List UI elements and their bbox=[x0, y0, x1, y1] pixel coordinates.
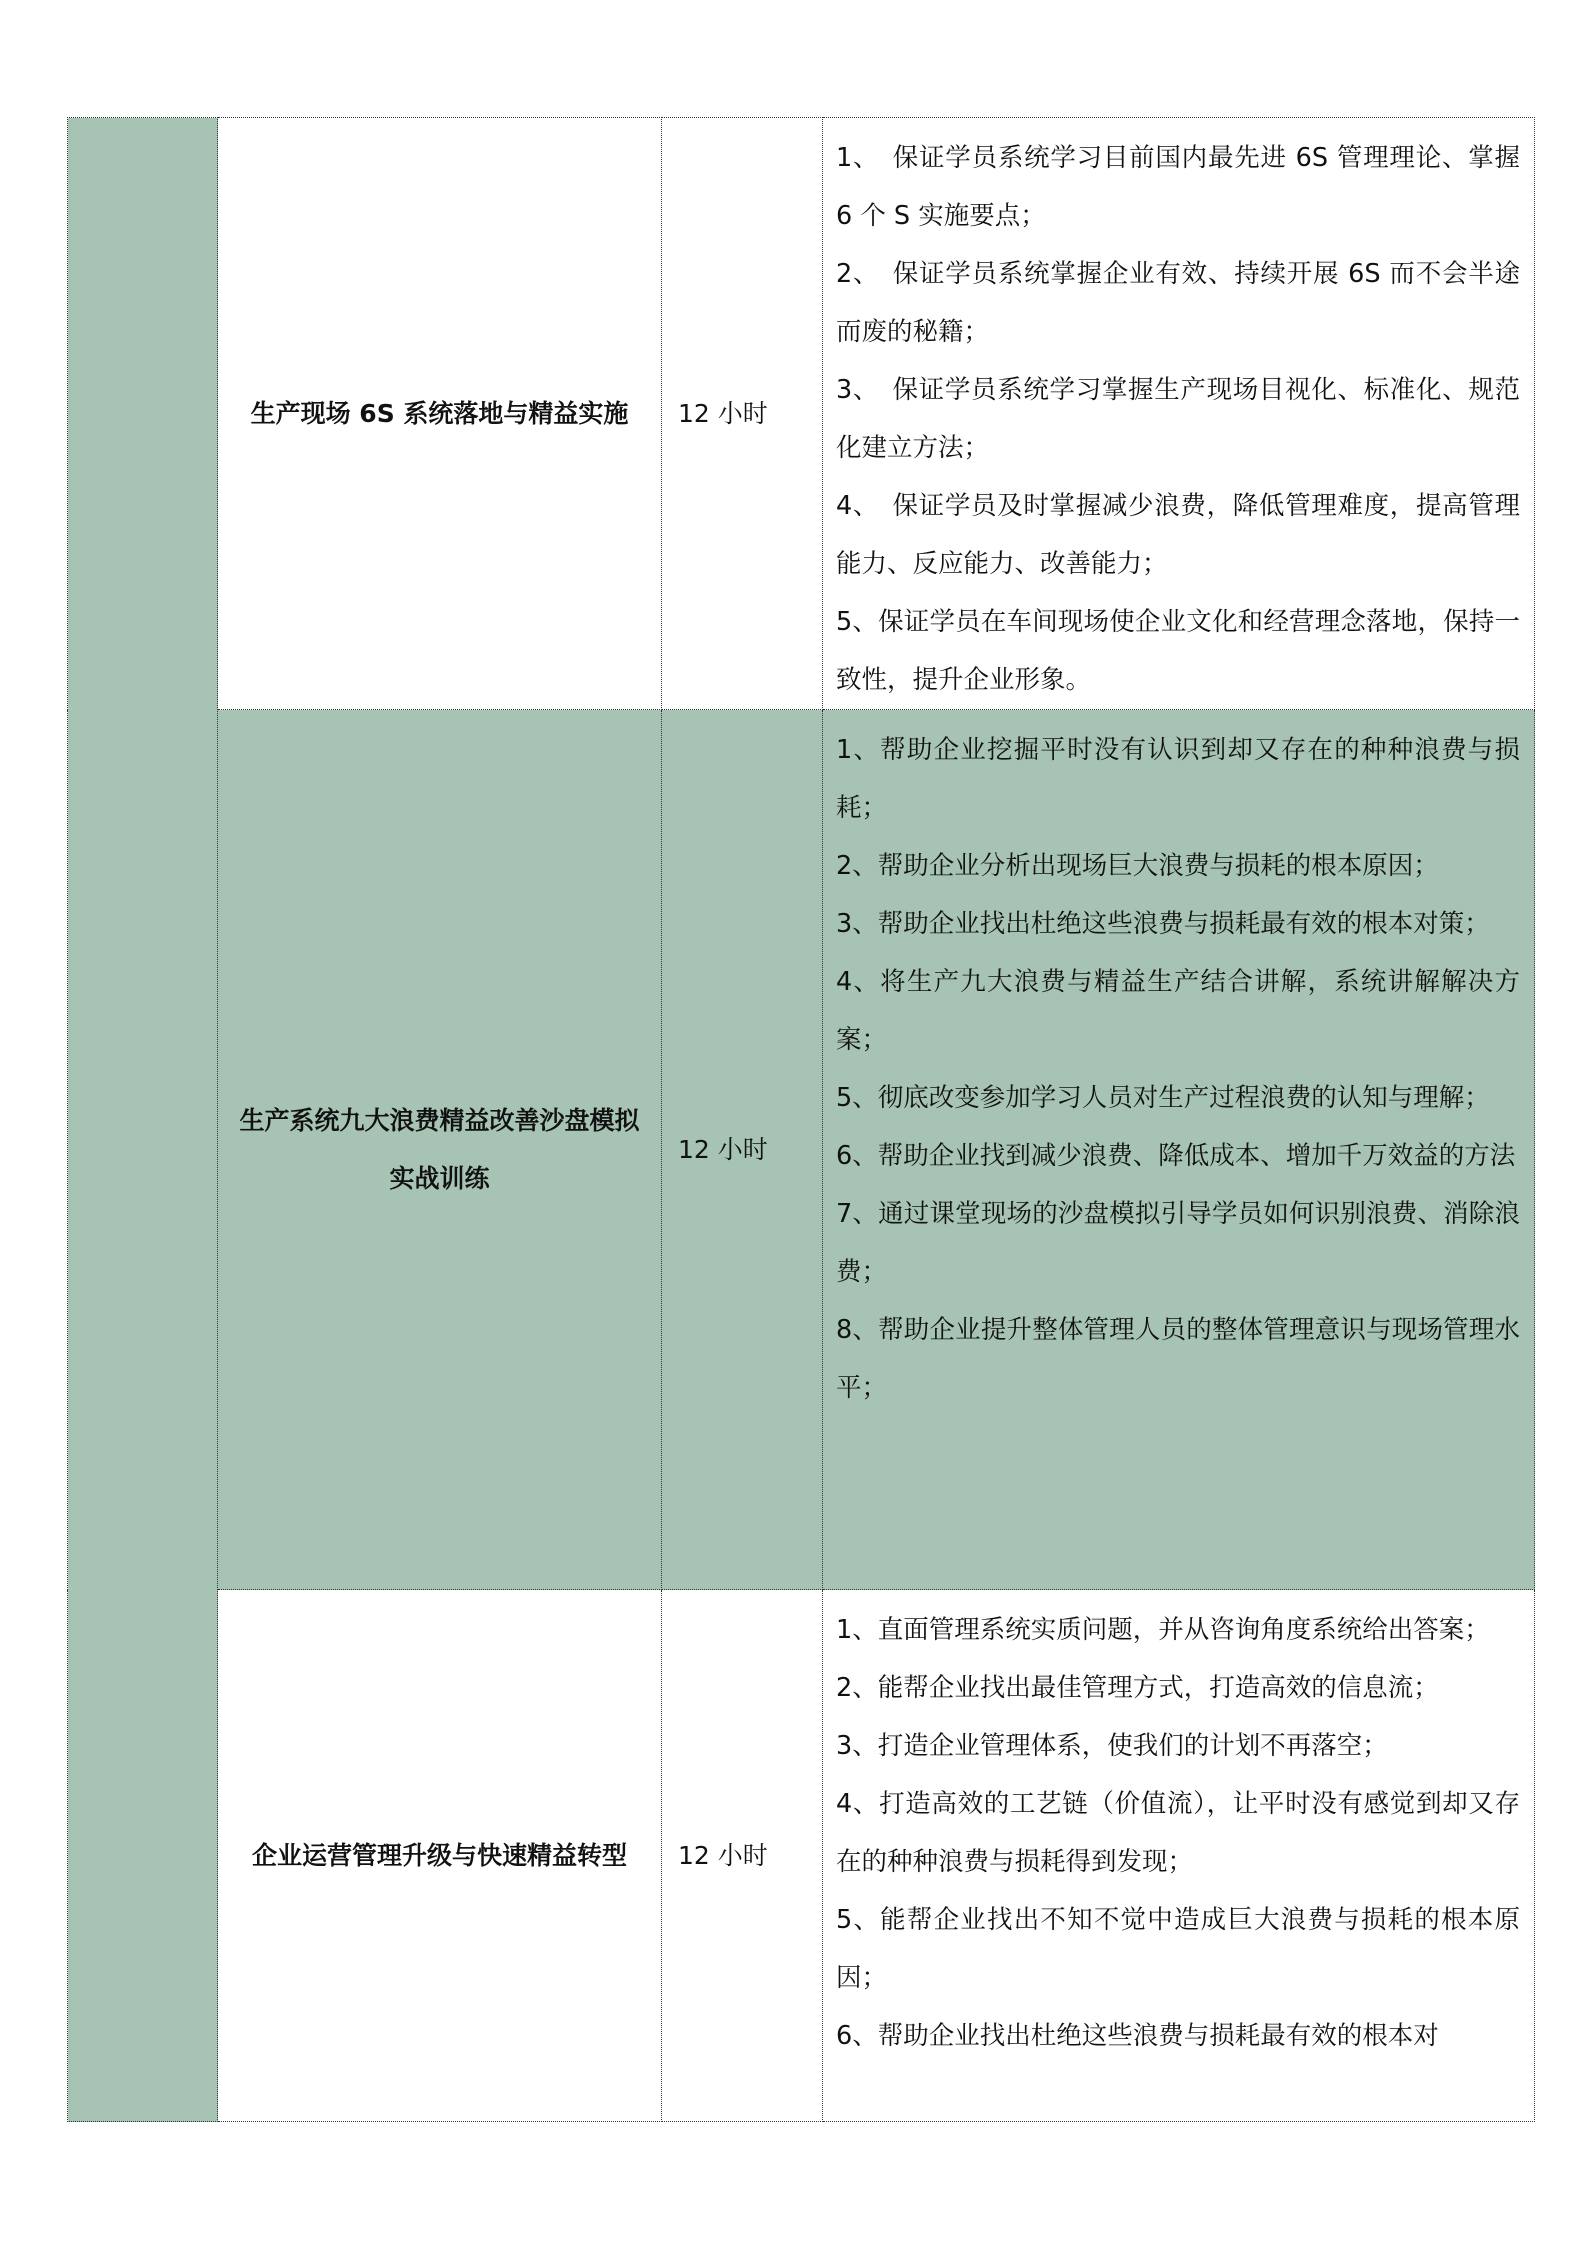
course-hours-text: 12 小时 bbox=[678, 1134, 768, 1164]
description-clip bbox=[836, 1601, 1520, 2065]
description-item: 6、帮助企业找到减少浪费、降低成本、增加千万效益的方法 bbox=[836, 1141, 1516, 1171]
course-hours-text: 12 小时 bbox=[678, 398, 768, 428]
description-item: 5、能帮企业找出不知不觉中造成巨大浪费与损耗的根本原因； bbox=[836, 1905, 1520, 1993]
category-side-cell bbox=[68, 118, 218, 2122]
course-hours bbox=[662, 1590, 823, 2122]
description-item: 4、将生产九大浪费与精益生产结合讲解，系统讲解解决方案； bbox=[836, 967, 1520, 1055]
course-row-lean-transformation bbox=[68, 1590, 1535, 2122]
course-hours bbox=[662, 118, 823, 710]
description-item: 5、彻底改变参加学习人员对生产过程浪费的认知与理解； bbox=[836, 1083, 1490, 1113]
description-item: 3、 保证学员系统学习掌握生产现场目视化、标准化、规范化建立方法； bbox=[836, 375, 1520, 463]
description-item: 2、帮助企业分析出现场巨大浪费与损耗的根本原因； bbox=[836, 851, 1439, 881]
course-row-6s bbox=[68, 118, 1535, 710]
description-item: 6、帮助企业找出杜绝这些浪费与损耗最有效的根本对 bbox=[836, 2021, 1439, 2051]
description-item: 5、保证学员在车间现场使企业文化和经营理念落地，保持一致性，提升企业形象。 bbox=[836, 607, 1520, 695]
description-item: 1、直面管理系统实质问题，并从咨询角度系统给出答案； bbox=[836, 1615, 1490, 1645]
description-item: 1、 保证学员系统学习目前国内最先进 6S 管理理论、掌握 6 个 S 实施要点； bbox=[836, 143, 1520, 231]
course-row-nine-wastes bbox=[68, 710, 1535, 1590]
description-item: 7、通过课堂现场的沙盘模拟引导学员如何识别浪费、消除浪费； bbox=[836, 1199, 1520, 1287]
course-table bbox=[67, 117, 1535, 2122]
course-title: 企业运营管理升级与快速精益转型 bbox=[218, 1590, 662, 2122]
description-item: 3、打造企业管理体系，使我们的计划不再落空； bbox=[836, 1731, 1388, 1761]
course-description bbox=[823, 710, 1535, 1590]
description-item: 8、帮助企业提升整体管理人员的整体管理意识与现场管理水平； bbox=[836, 1315, 1520, 1403]
description-item: 3、帮助企业找出杜绝这些浪费与损耗最有效的根本对策； bbox=[836, 909, 1490, 939]
course-description bbox=[823, 118, 1535, 710]
course-title: 生产系统九大浪费精益改善沙盘模拟实战训练 bbox=[218, 710, 662, 1590]
description-item: 4、 保证学员及时掌握减少浪费，降低管理难度，提高管理能力、反应能力、改善能力； bbox=[836, 491, 1520, 579]
description-item: 2、 保证学员系统掌握企业有效、持续开展 6S 而不会半途而废的秘籍； bbox=[836, 259, 1520, 347]
description-item: 1、帮助企业挖掘平时没有认识到却又存在的种种浪费与损耗； bbox=[836, 735, 1520, 823]
description-item: 4、打造高效的工艺链（价值流），让平时没有感觉到却又存在的种种浪费与损耗得到发现； bbox=[836, 1789, 1520, 1877]
course-hours-text: 12 小时 bbox=[678, 1840, 768, 1870]
course-hours bbox=[662, 710, 823, 1590]
description-item: 2、能帮企业找出最佳管理方式，打造高效的信息流； bbox=[836, 1673, 1439, 1703]
course-title: 生产现场 6S 系统落地与精益实施 bbox=[218, 118, 662, 710]
course-description bbox=[823, 1590, 1535, 2122]
